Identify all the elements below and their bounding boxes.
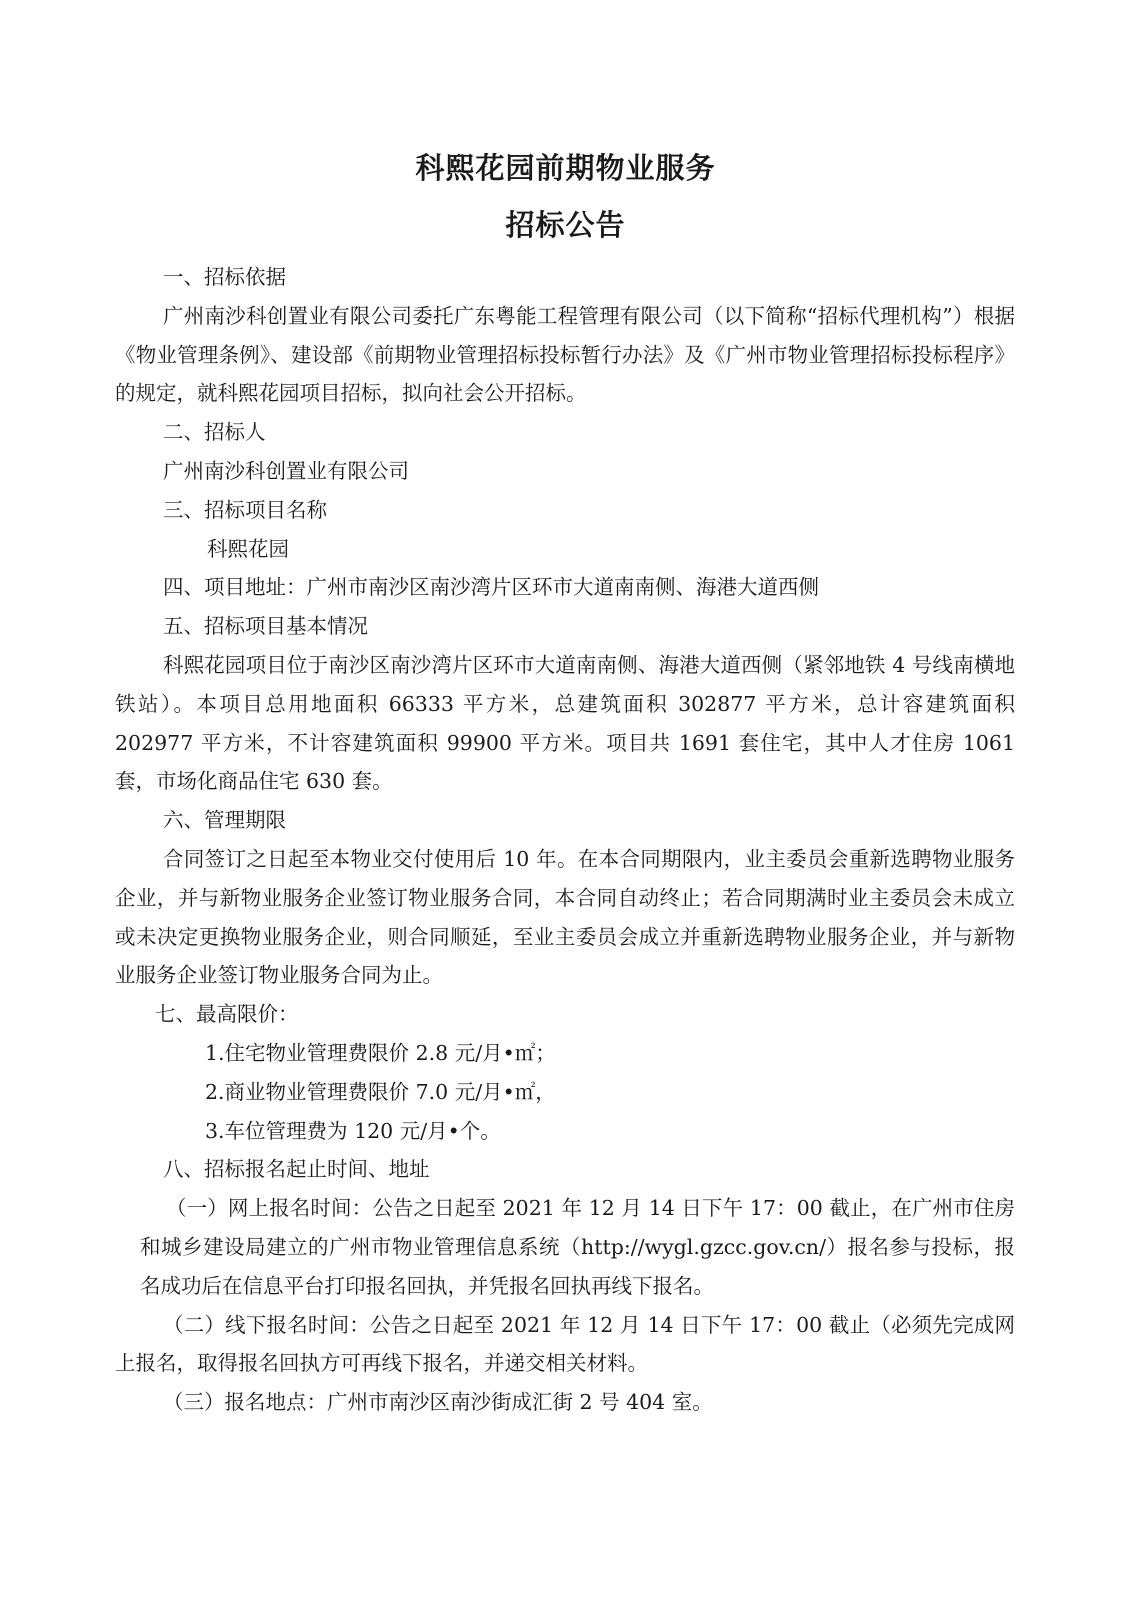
section-2-body: 广州南沙科创置业有限公司 — [163, 458, 409, 483]
section-6-heading: 六、管理期限 — [163, 808, 286, 833]
price-limit-item: 3.车位管理费为 120 元/月•个。 — [205, 1118, 501, 1143]
registration-item-online: （一）网上报名时间：公告之日起至 2021 年 12 月 14 日下午 17：00 截止，在广州市住房和城乡建设局建立的广州市物业管理信息系统（http://wygl.gzcc.gov.cn/）报名参与投标，报名成功后在信息平台打印报名回执，并凭报名回执再线下报名。 — [140, 1196, 1015, 1298]
registration-item-offline: （二）线下报名时间：公告之日起至 2021 年 12 月 14 日下午 17：00 截止（必须先完成网上报名，取得报名回执方可再线下报名，并递交相关材料。 — [115, 1312, 1015, 1376]
section-2-heading: 二、招标人 — [163, 420, 266, 445]
section-4-heading: 四、项目地址：广州市南沙区南沙湾片区环市大道南南侧、海港大道西侧 — [163, 575, 819, 600]
document-subtitle: 招标公告 — [505, 208, 626, 242]
price-limit-item: 2.商业物业管理费限价 7.0 元/月•㎡， — [205, 1079, 556, 1104]
section-7-heading: 七、最高限价： — [155, 1002, 299, 1027]
section-6-body: 合同签订之日起至本物业交付使用后 10 年。在本合同期限内，业主委员会重新选聘物业服务企业，并与新物业服务企业签订物业服务合同，本合同自动终止；若合同期满时业主委员会未成立或未决定更换物业服务企业，则合同顺延，至业主委员会成立并重新选聘物业服务企业，并与新物业服务企业签订物业服务合同为止。 — [115, 846, 1015, 988]
price-limit-item: 1.住宅物业管理费限价 2.8 元/月•㎡； — [205, 1040, 556, 1065]
document-title: 科熙花园前期物业服务 — [415, 151, 716, 185]
section-3-body: 科熙花园 — [207, 536, 289, 561]
document-body — [115, 258, 1015, 1422]
section-1-body: 广州南沙科创置业有限公司委托广东粤能工程管理有限公司（以下简称“招标代理机构”）根据《物业管理条例》、建设部《前期物业管理招标投标暂行办法》及《广州市物业管理招标投标程序》的规定，就科熙花园项目招标，拟向社会公开招标。 — [115, 303, 1015, 406]
section-1-heading: 一、招标依据 — [163, 265, 286, 289]
section-5-heading: 五、招标项目基本情况 — [163, 614, 368, 639]
section-5-body: 科熙花园项目位于南沙区南沙湾片区环市大道南南侧、海港大道西侧（紧邻地铁 4 号线南横地铁站）。本项目总用地面积 66333 平方米，总建筑面积 302877 平方米，总计容建筑面积 202977 平方米，不计容建筑面积 99900 平方米。项目共 1691 套住宅，其中人才住房 1061 套，市场化商品住宅 630 套。 — [115, 652, 1015, 794]
section-3-heading: 三、招标项目名称 — [163, 497, 327, 522]
section-8-heading: 八、招标报名起止时间、地址 — [163, 1157, 430, 1182]
registration-item-location: （三）报名地点：广州市南沙区南沙街成汇街 2 号 404 室。 — [163, 1390, 713, 1415]
